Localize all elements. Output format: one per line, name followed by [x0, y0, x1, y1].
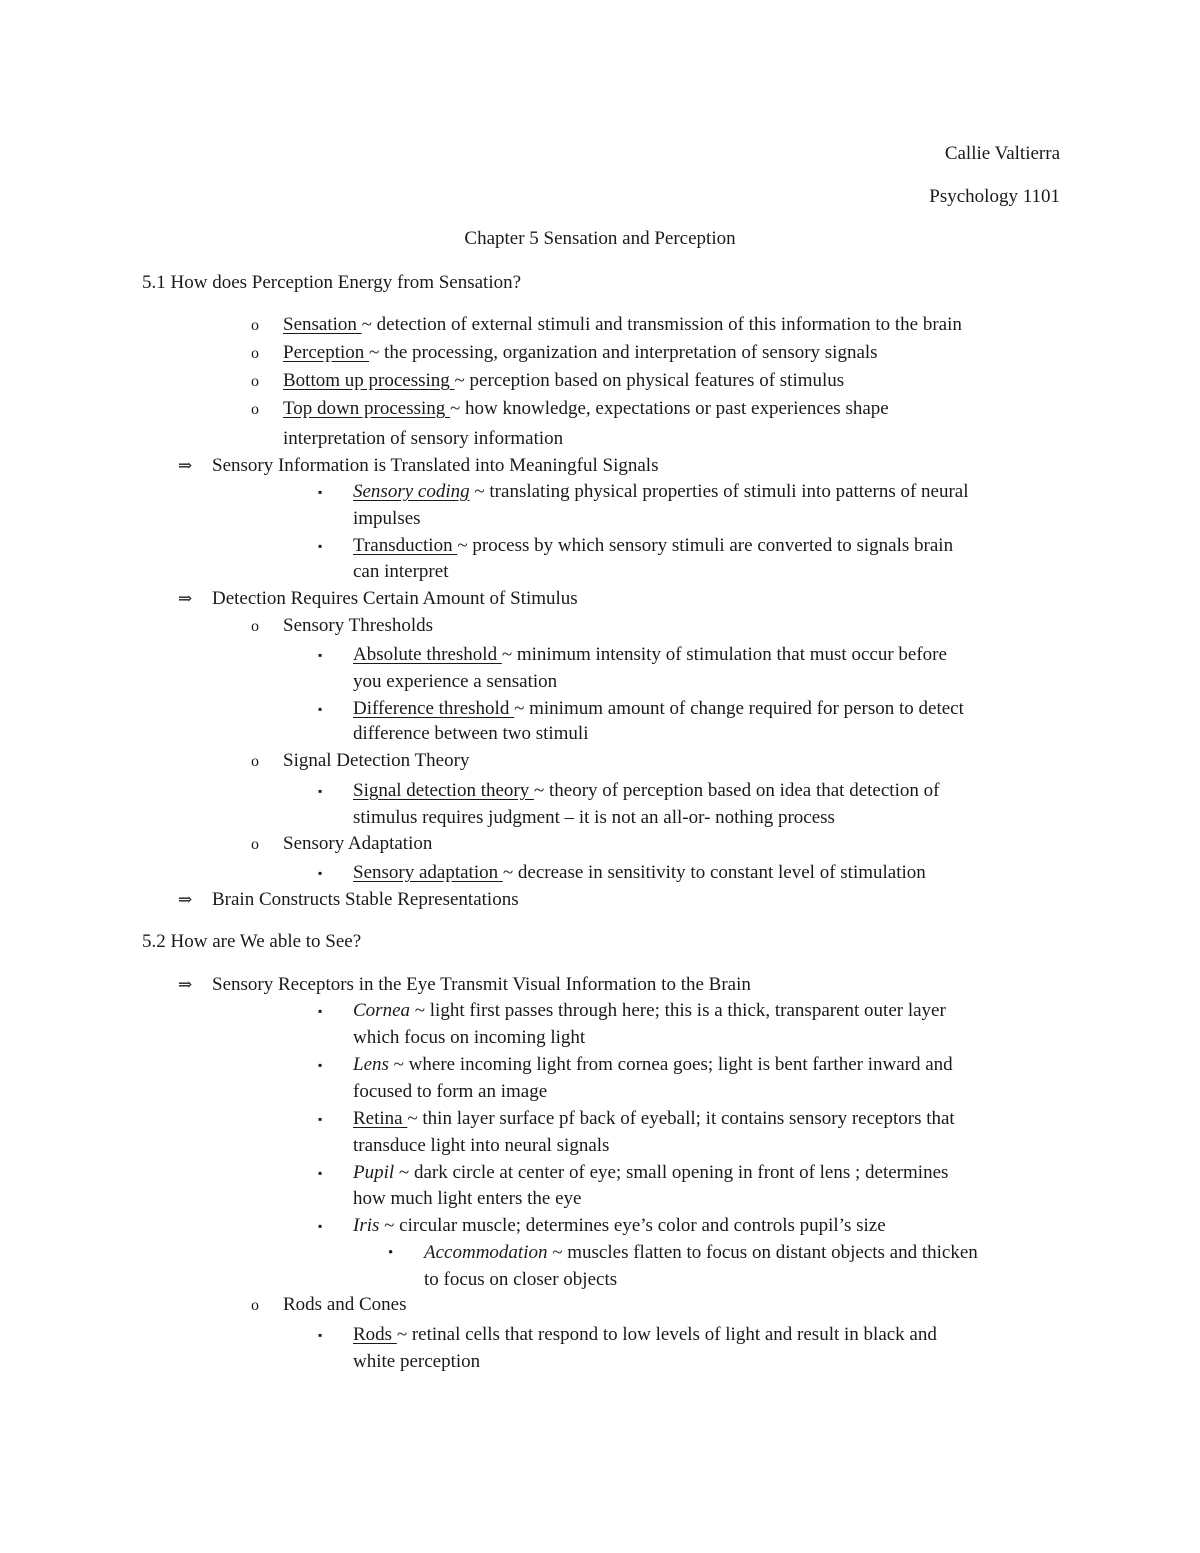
subheading-stable-representations: Brain Constructs Stable Representations	[212, 889, 519, 910]
circle-bullet-icon: o	[251, 753, 259, 770]
list-item-sensory-adaptation	[353, 861, 926, 885]
list-item-pupil-cont: how much light enters the eye	[353, 1188, 582, 1209]
definition: ~ muscles flatten to focus on distant objects and thicken	[547, 1242, 978, 1263]
square-bullet-icon: ▪	[318, 1219, 323, 1233]
term: Rods	[353, 1324, 397, 1345]
list-item-transduction	[353, 534, 953, 558]
square-bullet-icon: ▪	[318, 702, 323, 716]
term: Iris	[353, 1215, 380, 1236]
definition: ~ how knowledge, expectations or past experiences shape	[450, 398, 889, 419]
term: Perception	[283, 342, 370, 363]
list-item-absolute-threshold-cont: you experience a sensation	[353, 671, 558, 692]
definition: ~ translating physical properties of stimuli into patterns of neural	[469, 481, 969, 502]
square-bullet-icon: ▪	[318, 1058, 323, 1072]
term: Bottom up processing	[283, 370, 455, 391]
list-item-bottom-up	[283, 369, 844, 393]
definition: ~ retinal cells that respond to low levels of light and result in black and	[396, 1324, 937, 1345]
list-item-lens	[353, 1053, 953, 1077]
definition: ~ process by which sensory stimuli are converted to signals brain	[457, 535, 954, 556]
term: Pupil	[353, 1162, 395, 1183]
list-item-sensory-coding-cont: impulses	[353, 508, 421, 529]
term: Accommodation	[424, 1242, 548, 1263]
list-item-absolute-threshold	[353, 643, 947, 667]
list-item-difference-threshold	[353, 697, 964, 721]
subheading-sensory-information: Sensory Information is Translated into Meaningful Signals	[212, 455, 659, 476]
subheading-sensory-thresholds: Sensory Thresholds	[283, 615, 434, 636]
dot-bullet-icon: •	[388, 1245, 394, 1261]
list-item-perception	[283, 341, 878, 365]
definition: ~ the processing, organization and interpretation of sensory signals	[369, 342, 878, 363]
list-item-transduction-cont: can interpret	[353, 561, 449, 582]
subheading-signal-detection: Signal Detection Theory	[283, 750, 470, 771]
square-bullet-icon: ▪	[318, 648, 323, 662]
arrow-bullet-icon: ⇒	[178, 456, 193, 475]
term: Lens	[353, 1054, 389, 1075]
term: Signal detection theory	[353, 780, 534, 801]
term: Retina	[353, 1108, 408, 1129]
list-item-difference-threshold-cont: difference between two stimuli	[353, 723, 589, 744]
definition: ~ dark circle at center of eye; small opening in front of lens ; determines	[394, 1162, 949, 1183]
circle-bullet-icon: o	[251, 373, 259, 390]
circle-bullet-icon: o	[251, 317, 259, 334]
definition: ~ where incoming light from cornea goes; light is bent farther inward and	[388, 1054, 953, 1075]
term: Difference threshold	[353, 698, 515, 719]
term: Transduction	[353, 535, 458, 556]
course-name: Psychology 1101	[929, 186, 1060, 207]
list-item-signal-detection-theory	[353, 779, 939, 803]
circle-bullet-icon: o	[251, 836, 259, 853]
subheading-rods-and-cones: Rods and Cones	[283, 1294, 407, 1315]
list-item-signal-detection-theory-cont: stimulus requires judgment – it is not an all-or- nothing process	[353, 807, 835, 828]
list-item-accommodation-cont: to focus on closer objects	[424, 1269, 618, 1290]
list-item-accommodation	[424, 1241, 978, 1265]
definition: ~ circular muscle; determines eye’s color and controls pupil’s size	[379, 1215, 886, 1236]
list-item-rods-cont: white perception	[353, 1351, 481, 1372]
arrow-bullet-icon: ⇒	[178, 890, 193, 909]
section-heading-5-2: 5.2 How are We able to See?	[142, 931, 362, 952]
list-item-top-down	[283, 397, 889, 421]
square-bullet-icon: ▪	[318, 539, 323, 553]
square-bullet-icon: ▪	[318, 1166, 323, 1180]
page-title: Chapter 5 Sensation and Perception	[464, 228, 736, 249]
definition: ~ detection of external stimuli and transmission of this information to the brain	[361, 314, 962, 335]
circle-bullet-icon: o	[251, 401, 259, 418]
definition: ~ theory of perception based on idea that detection of	[533, 780, 940, 801]
square-bullet-icon: ▪	[318, 1328, 323, 1342]
section-heading-5-1: 5.1 How does Perception Energy from Sensation?	[142, 272, 522, 293]
definition: ~ minimum intensity of stimulation that must occur before	[501, 644, 947, 665]
list-item-cornea	[353, 999, 946, 1023]
list-item-sensation	[283, 313, 962, 337]
list-item-iris	[353, 1214, 886, 1238]
list-item-cornea-cont: which focus on incoming light	[353, 1027, 586, 1048]
list-item-retina-cont: transduce light into neural signals	[353, 1135, 610, 1156]
list-item-rods	[353, 1323, 937, 1347]
arrow-bullet-icon: ⇒	[178, 589, 193, 608]
term: Sensory adaptation	[353, 862, 503, 883]
definition: ~ minimum amount of change required for person to detect	[514, 698, 964, 719]
square-bullet-icon: ▪	[318, 485, 323, 499]
definition: ~ perception based on physical features of stimulus	[454, 370, 845, 391]
definition: ~ decrease in sensitivity to constant level of stimulation	[502, 862, 926, 883]
author-name: Callie Valtierra	[944, 143, 1060, 164]
list-item-sensory-coding	[353, 480, 969, 504]
term: Absolute threshold	[353, 644, 502, 665]
square-bullet-icon: ▪	[318, 866, 323, 880]
term: Sensation	[283, 314, 362, 335]
square-bullet-icon: ▪	[318, 1112, 323, 1126]
subheading-sensory-adaptation: Sensory Adaptation	[283, 833, 433, 854]
list-item-top-down-cont: interpretation of sensory information	[283, 428, 564, 449]
definition: ~ light first passes through here; this is a thick, transparent outer layer	[410, 1000, 946, 1021]
list-item-lens-cont: focused to form an image	[353, 1081, 548, 1102]
circle-bullet-icon: o	[251, 345, 259, 362]
square-bullet-icon: ▪	[318, 784, 323, 798]
term: Top down processing	[283, 398, 451, 419]
circle-bullet-icon: o	[251, 1297, 259, 1314]
subheading-detection: Detection Requires Certain Amount of Stimulus	[212, 588, 578, 609]
arrow-bullet-icon: ⇒	[178, 975, 193, 994]
subheading-sensory-receptors: Sensory Receptors in the Eye Transmit Visual Information to the Brain	[212, 974, 751, 995]
term: Cornea	[353, 1000, 410, 1021]
list-item-retina	[353, 1107, 955, 1131]
circle-bullet-icon: o	[251, 618, 259, 635]
list-item-pupil	[353, 1161, 948, 1185]
square-bullet-icon: ▪	[318, 1004, 323, 1018]
definition: ~ thin layer surface pf back of eyeball; it contains sensory receptors that	[407, 1108, 955, 1129]
term: Sensory coding	[353, 481, 470, 502]
